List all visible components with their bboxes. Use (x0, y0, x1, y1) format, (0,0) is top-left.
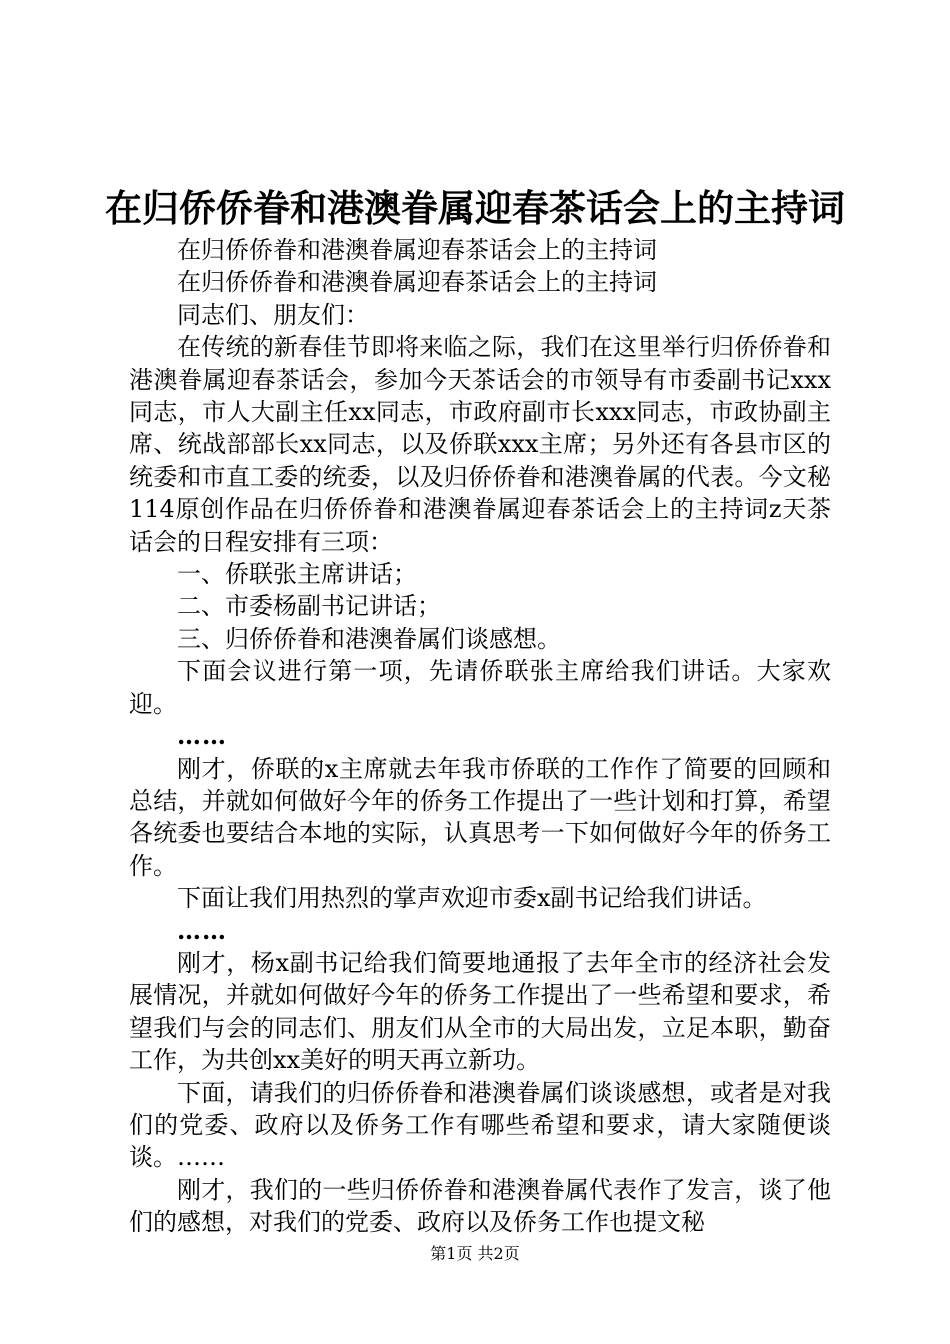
paragraph: 下面让我们用热烈的掌声欢迎市委x副书记给我们讲话。 (177, 884, 767, 913)
ellipsis-paragraph: …… (177, 721, 227, 751)
paragraph: 二、市委杨副书记讲话； (177, 592, 441, 621)
paragraph: 同志们、朋友们： (177, 300, 369, 329)
paragraph: 一、侨联张主席讲话； (177, 560, 417, 589)
paragraph: 刚才，侨联的x主席就去年我市侨联的工作作了简要的回顾和总结，并就如何做好今年的侨务工作提出了一些计划和打算，希望各统委也要结合本地的实际，认真思考一下如何做好今年的侨务工作。 (129, 754, 831, 880)
paragraph: 在传统的新春佳节即将来临之际，我们在这里举行归侨侨眷和港澳眷属迎春茶话会，参加今天茶话会的市领导有市委副书记xxx同志，市人大副主任xx同志，市政府副市长xxx同志，市政协副主席、统战部部长xx同志，以及侨联xxx主席；另外还有各县市区的统委和市直工委的统委，以及归侨侨眷和港澳眷属的代表。今文秘114原创作品在归侨侨眷和港澳眷属迎春茶话会上的主持词z天茶话会的日程安排有三项： (129, 333, 831, 556)
paragraph: 在归侨侨眷和港澳眷属迎春茶话会上的主持词 (177, 236, 657, 264)
paragraph: 刚才，杨x副书记给我们简要地通报了去年全市的经济社会发展情况，并就如何做好今年的侨务工作提出了一些希望和要求，希望我们与会的同志们、朋友们从全市的大局出发，立足本职，勤奋工作，为共创xx美好的明天再立新功。 (129, 948, 831, 1075)
paragraph: 下面，请我们的归侨侨眷和港澳眷属们谈谈感想，或者是对我们的党委、政府以及侨务工作有哪些希望和要求，请大家随便谈谈。…… (129, 1078, 831, 1172)
ellipsis-paragraph: …… (177, 915, 227, 945)
document-title: 在归侨侨眷和港澳眷属迎春茶话会上的主持词 (105, 186, 845, 230)
document-body (129, 234, 831, 1239)
page-footer: 第1页 共2页 (430, 1244, 520, 1263)
paragraph: 在归侨侨眷和港澳眷属迎春茶话会上的主持词 (177, 268, 657, 297)
paragraph: 刚才，我们的一些归侨侨眷和港澳眷属代表作了发言，谈了他们的感想，对我们的党委、政府以及侨务工作也提文秘 (129, 1175, 831, 1237)
paragraph: 下面会议进行第一项，先请侨联张主席给我们讲话。大家欢迎。 (129, 657, 831, 718)
paragraph: 三、归侨侨眷和港澳眷属们谈感想。 (177, 624, 561, 653)
